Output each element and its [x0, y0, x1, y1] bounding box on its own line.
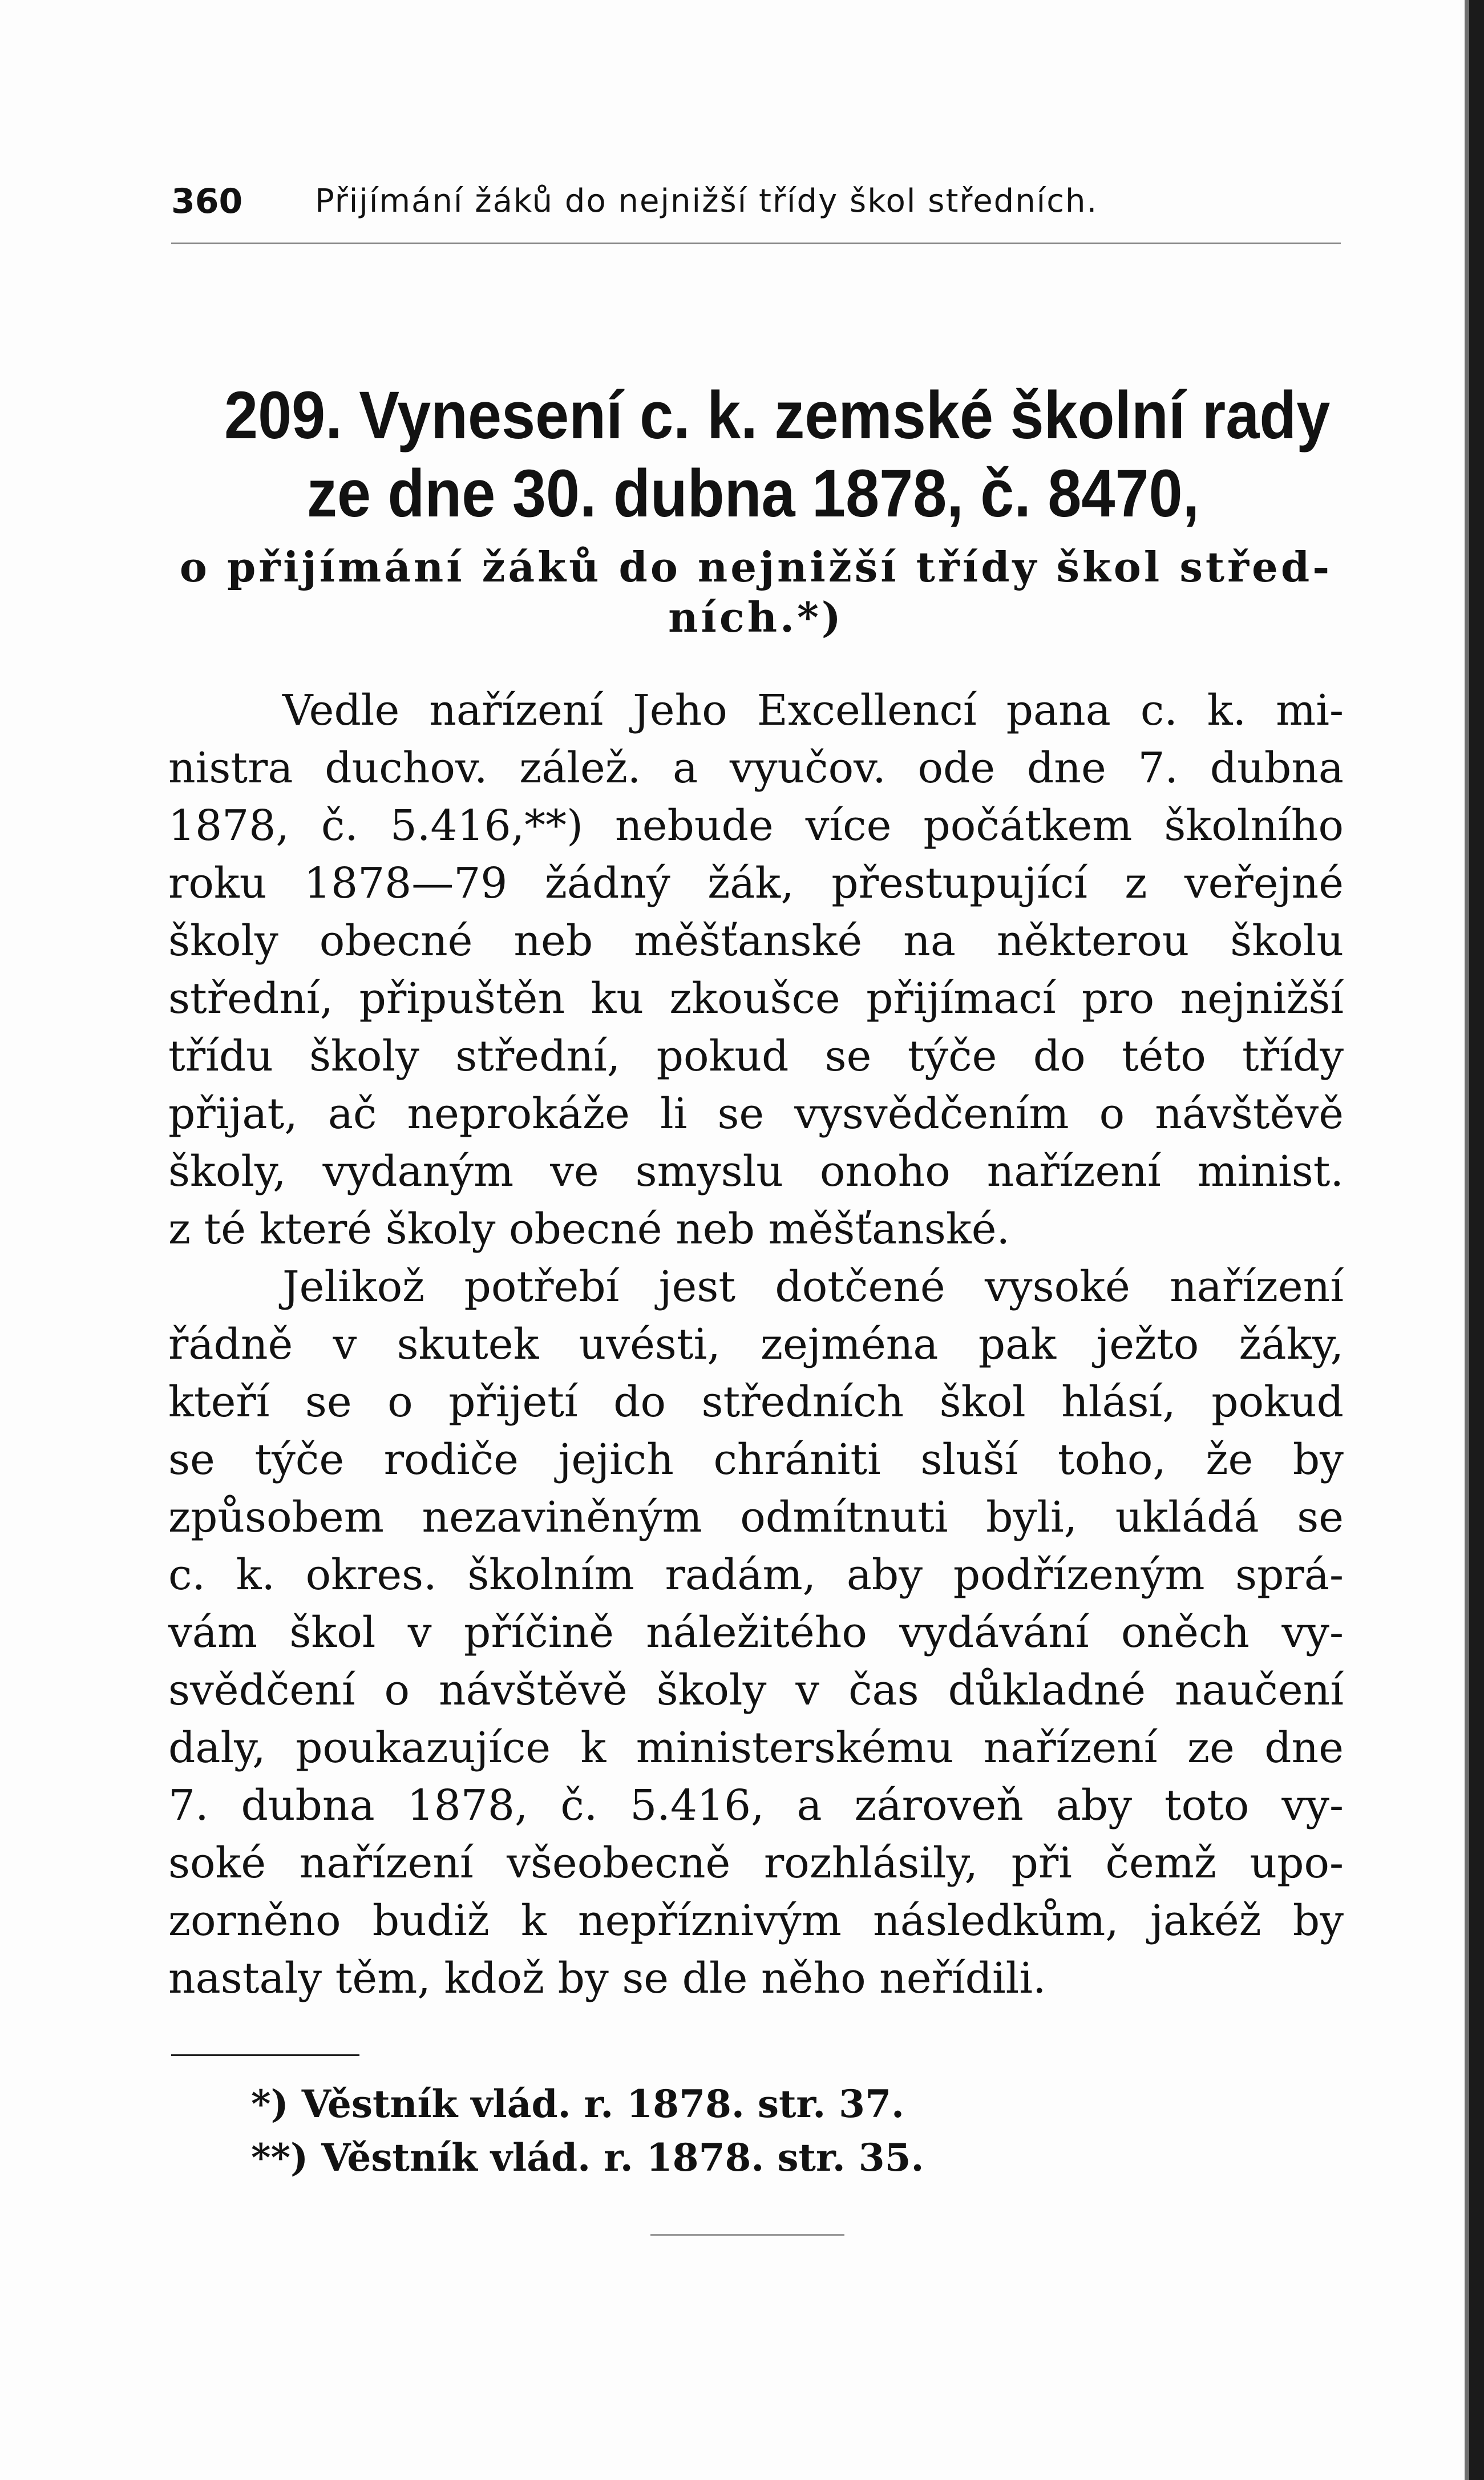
- header-rule: [171, 243, 1341, 244]
- paragraph-2-line: zorněno budiž k nepříznivým následkům, jakéž by: [168, 1896, 1344, 1945]
- footnotes: [251, 2077, 1107, 2184]
- footnote-1: *) Věstník vlád. r. 1878. str. 37.: [251, 2082, 905, 2126]
- paragraph-1-line: roku 1878—79 žádný žák, přestupující z veřejné: [168, 859, 1344, 908]
- paragraph-2-line: vám škol v příčině náležitého vydávání oněch vy-: [168, 1608, 1344, 1657]
- paragraph-2-line: nastaly těm, kdož by se dle něho neřídili.: [168, 1954, 1046, 2003]
- body-text: [168, 682, 1344, 2008]
- paragraph-2-line: svědčení o návštěvě školy v čas důkladné naučení: [168, 1666, 1344, 1715]
- paragraph-1-line: nistra duchov. zálež. a vyučov. ode dne 7. dubna: [168, 744, 1344, 793]
- page-number: 360: [171, 181, 243, 221]
- subheading-line-1: o přijímání žáků do nejnižší třídy škol střed-: [179, 543, 1333, 591]
- paragraph-2-line: Jelikož potřebí jest dotčené vysoké nařízení: [282, 1262, 1344, 1311]
- paragraph-2-line: 7. dubna 1878, č. 5.416, a zároveň aby toto vy-: [168, 1781, 1344, 1830]
- section-heading: [224, 377, 1331, 533]
- paragraph-1-line: z té které školy obecné neb měšťanské.: [168, 1205, 1010, 1254]
- paragraph-2-line: způsobem nezaviněným odmítnuti byli, ukládá se: [168, 1493, 1344, 1542]
- heading-line-2: ze dne 30. dubna 1878, č. 8470,: [306, 456, 1200, 531]
- subheading-line-2: ních.*): [668, 593, 844, 641]
- footnote-rule: [171, 2054, 359, 2056]
- paragraph-2-line: se týče rodiče jejich chrániti sluší toho, že by: [168, 1435, 1344, 1484]
- paragraph-2-line: daly, poukazujíce k ministerskému nařízení ze dne: [168, 1723, 1344, 1772]
- paragraph-1-line: školy obecné neb měšťanské na některou školu: [168, 916, 1344, 966]
- paragraph-2-line: kteří se o přijetí do středních škol hlásí, pokud: [168, 1378, 1344, 1427]
- running-title: Přijímání žáků do nejnižší třídy škol středních.: [315, 183, 1098, 220]
- paragraph-2-line: řádně v skutek uvésti, zejména pak ježto žáky,: [168, 1320, 1344, 1369]
- paragraph-1-line: přijat, ač neprokáže li se vysvědčením o návštěvě: [168, 1089, 1344, 1138]
- paragraph-1-line: střední, připuštěn ku zkoušce přijímací pro nejnižší: [168, 974, 1344, 1023]
- paragraph-2-line: c. k. okres. školním radám, aby podřízeným sprá-: [168, 1550, 1344, 1600]
- bottom-rule: [650, 2234, 844, 2236]
- paragraph-2-line: soké nařízení všeobecně rozhlásily, při čemž upo-: [168, 1839, 1344, 1888]
- section-subheading: [171, 542, 1341, 643]
- paragraph-1-line: Vedle nařízení Jeho Excellencí pana c. k. mi-: [282, 686, 1344, 735]
- paragraph-1-line: 1878, č. 5.416,**) nebude více počátkem školního: [168, 801, 1344, 850]
- footnote-2: **) Věstník vlád. r. 1878. str. 35.: [251, 2135, 924, 2180]
- paragraph-1-line: třídu školy střední, pokud se týče do této třídy: [168, 1032, 1344, 1081]
- heading-line-1: 209. Vynesení c. k. zemské školní rady: [224, 378, 1331, 453]
- running-head: [171, 181, 1341, 227]
- page-edge-shadow: [1465, 0, 1469, 2480]
- paragraph-1-line: školy, vydaným ve smyslu onoho nařízení minist.: [168, 1147, 1344, 1196]
- page-edge: [1469, 0, 1484, 2480]
